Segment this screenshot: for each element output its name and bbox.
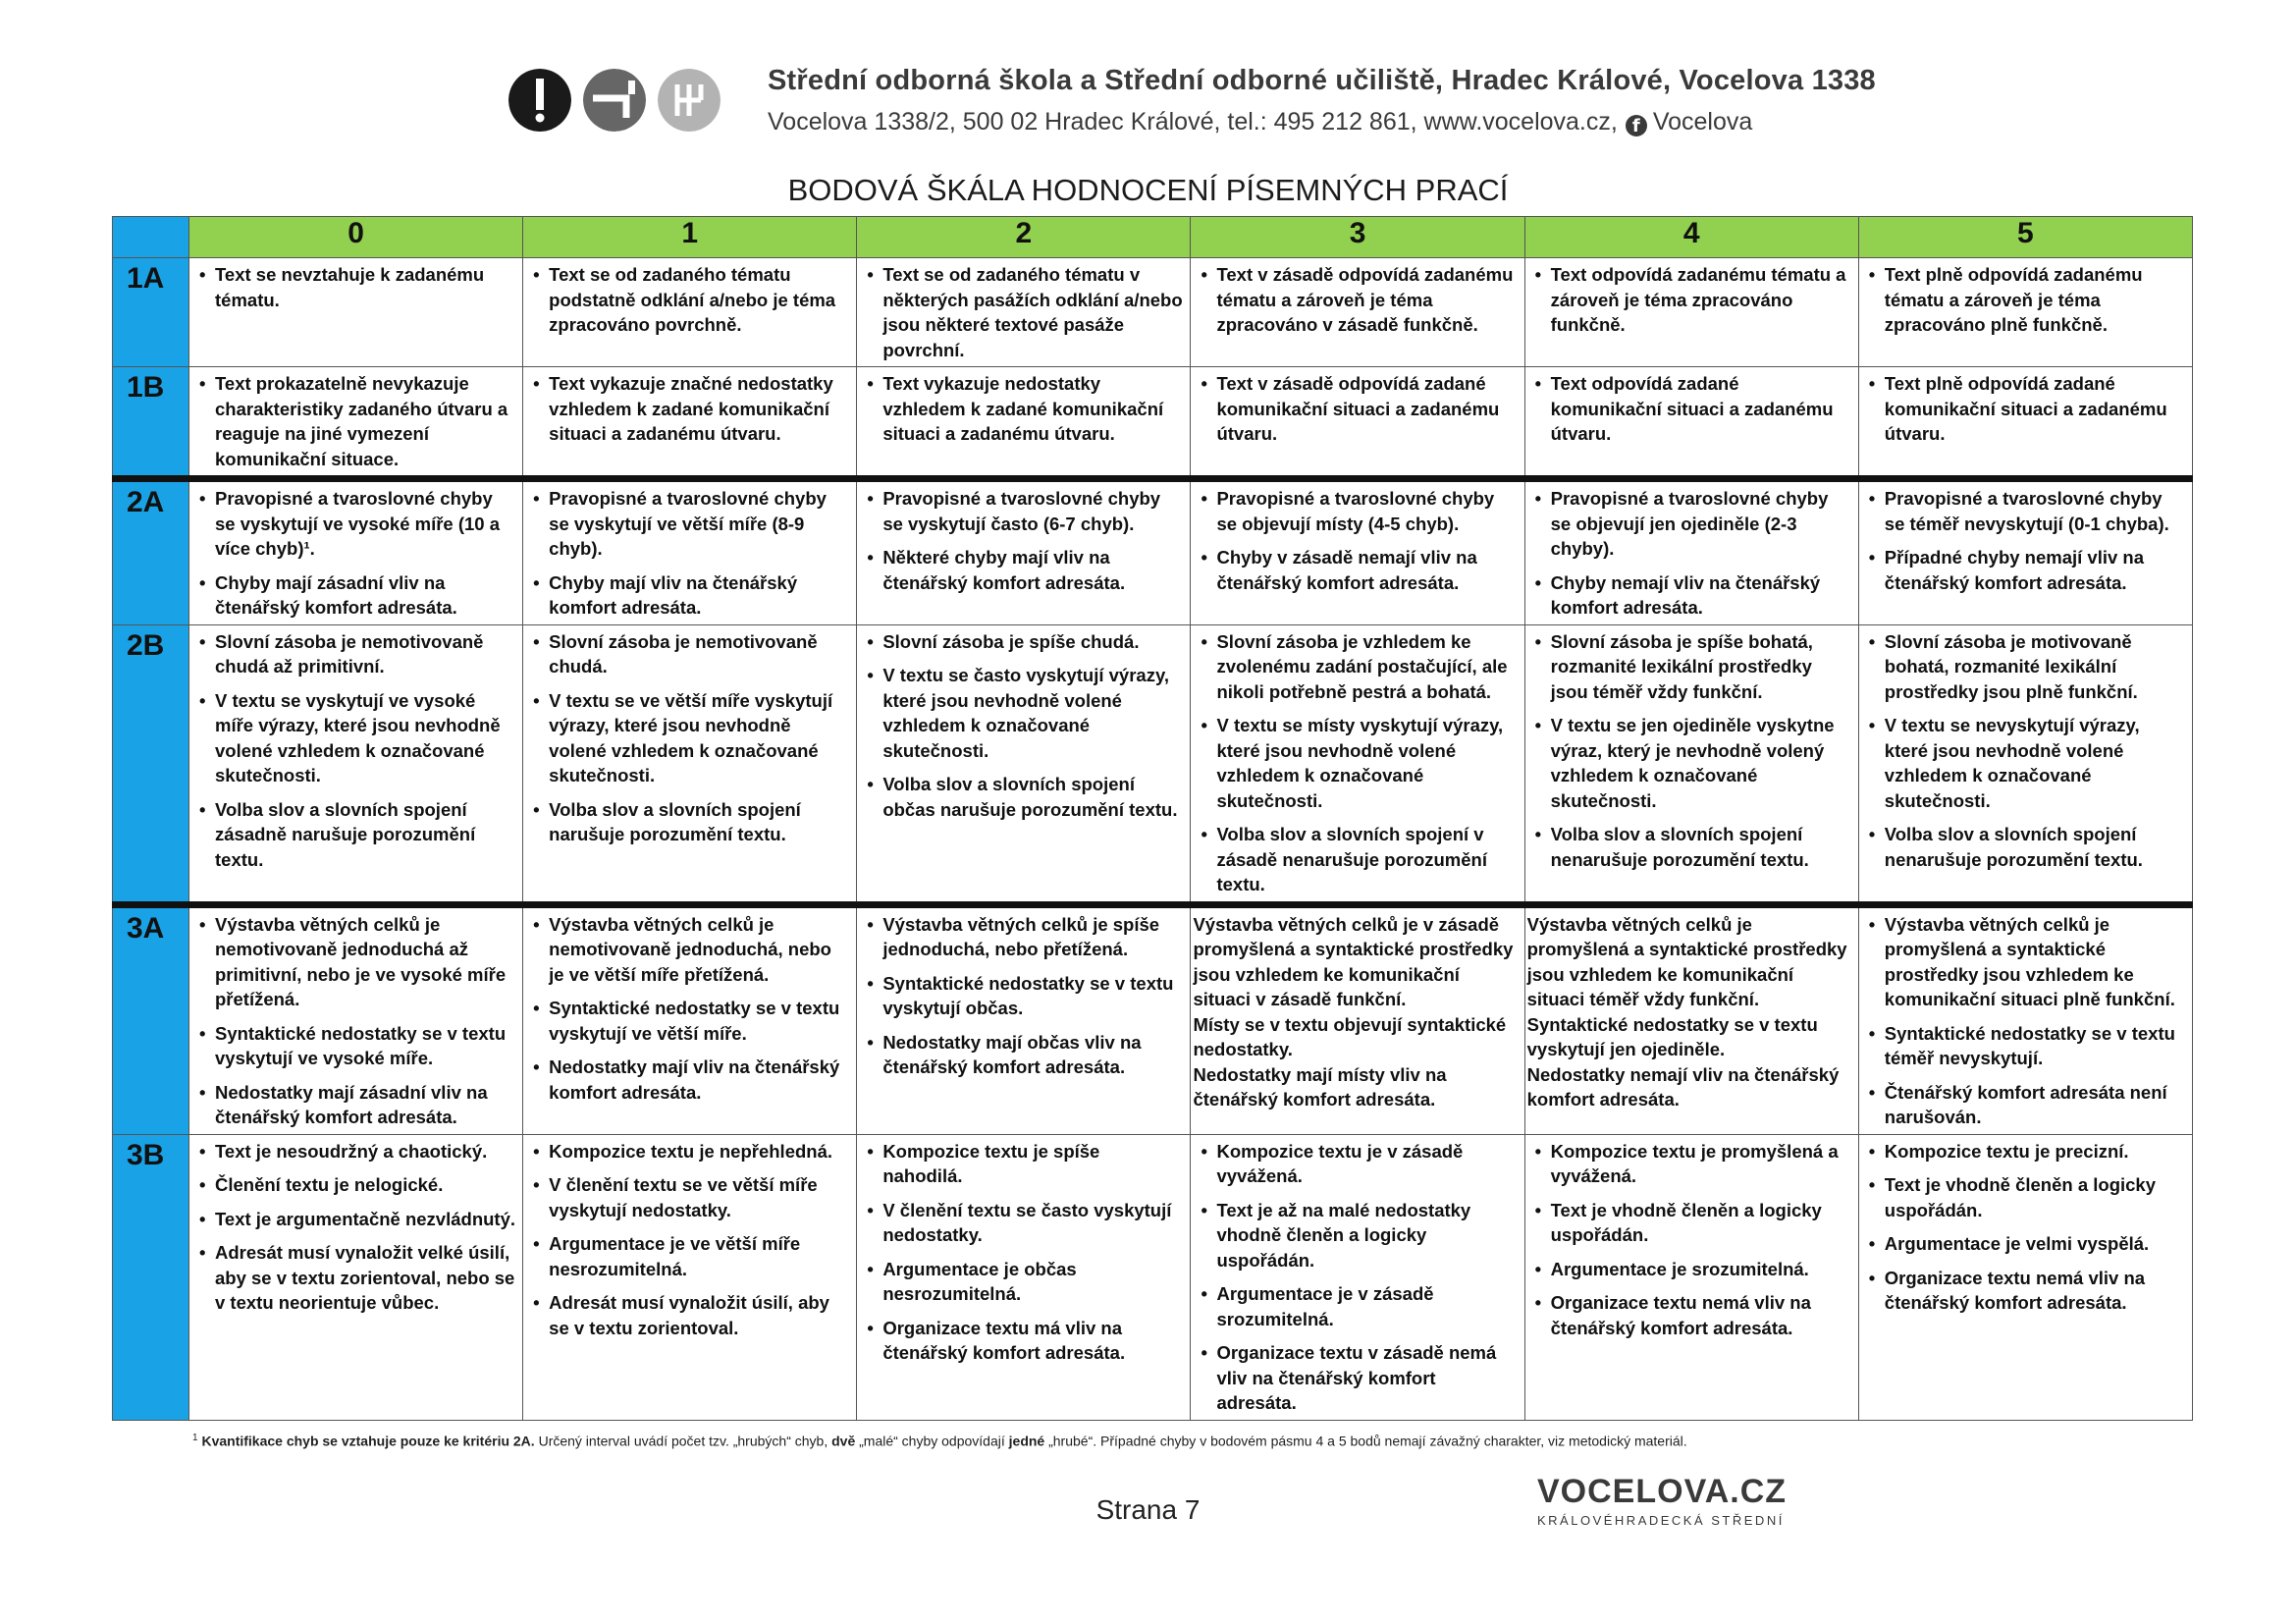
criterion-list xyxy=(533,486,850,621)
criterion-item: • Volba slov a slovních spojení v zásadě nenarušuje porozumění textu. xyxy=(1201,822,1518,897)
criterion-item: • Nedostatky mají vliv na čtenářský komfort adresáta. xyxy=(533,1055,850,1105)
footnote-marker: 1 xyxy=(192,1433,198,1443)
school-logo-icon xyxy=(508,69,571,132)
criterion-item: • Text vykazuje značné nedostatky vzhledem k zadané komunikační situaci a zadanému útvaru. xyxy=(533,371,850,447)
criterion-item: • Pravopisné a tvaroslovné chyby se objevují místy (4-5 chyb). xyxy=(1201,486,1518,536)
criterion-item: • Text je vhodně členěn a logicky uspořádán. xyxy=(1869,1172,2186,1222)
page-number: Strana 7 xyxy=(1095,1494,1201,1525)
criterion-item: • Syntaktické nedostatky se v textu vyskytují ve větší míře. xyxy=(533,996,850,1046)
criterion-cell xyxy=(523,904,857,1134)
criterion-list xyxy=(1201,262,1518,338)
criterion-item: • Kompozice textu je nepřehledná. xyxy=(533,1139,850,1164)
criterion-item: • Slovní zásoba je spíše bohatá, rozmanité lexikální prostředky jsou téměř vždy funkční. xyxy=(1535,629,1852,705)
criterion-text: Místy se v textu objevují syntaktické nedostatky. xyxy=(1193,1013,1507,1059)
criterion-list xyxy=(867,371,1184,447)
criterion-cell xyxy=(523,624,857,904)
criterion-item: • Slovní zásoba je vzhledem ke zvolenému zadání postačující, ale nikoli potřebně pestrá a bohatá. xyxy=(1201,629,1518,705)
criterion-cell xyxy=(1858,479,2192,625)
criterion-list xyxy=(199,262,516,312)
criterion-cell xyxy=(523,367,857,479)
criterion-item: • Organizace textu má vliv na čtenářský komfort adresáta. xyxy=(867,1316,1184,1366)
table-row-2a xyxy=(113,479,2193,625)
criterion-list xyxy=(533,1139,850,1341)
criterion-cell xyxy=(189,367,523,479)
criterion-list xyxy=(1869,629,2186,873)
row-label: 2A xyxy=(113,479,189,625)
criterion-item: • V textu se ve větší míře vyskytují výrazy, které jsou nevhodně volené vzhledem k označované skutečnosti. xyxy=(533,688,850,788)
criterion-item: • V textu se nevyskytují výrazy, které jsou nevhodně volené vzhledem k označované skutečnosti. xyxy=(1869,713,2186,813)
criterion-cell xyxy=(189,479,523,625)
criterion-item: • V textu se jen ojediněle vyskytne výraz, který je nevhodně volený vzhledem k označované skutečnosti. xyxy=(1535,713,1852,813)
criterion-item: • Organizace textu nemá vliv na čtenářský komfort adresáta. xyxy=(1869,1266,2186,1316)
criterion-item: • Organizace textu v zásadě nemá vliv na čtenářský komfort adresáta. xyxy=(1201,1340,1518,1416)
table-row-3a xyxy=(113,904,2193,1134)
brand-sub: KRÁLOVÉHRADECKÁ STŘEDNÍ xyxy=(1537,1513,1785,1528)
score-header-4: 4 xyxy=(1524,217,1858,258)
score-header-3: 3 xyxy=(1191,217,1524,258)
criterion-cell xyxy=(857,624,1191,904)
criterion-item: • Text se nevztahuje k zadanému tématu. xyxy=(199,262,516,312)
criterion-cell xyxy=(523,479,857,625)
criterion-cell xyxy=(1191,367,1524,479)
criterion-item: • Volba slov a slovních spojení občas narušuje porozumění textu. xyxy=(867,772,1184,822)
criterion-list xyxy=(533,629,850,847)
criterion-text: Nedostatky mají místy vliv na čtenářský komfort adresáta. xyxy=(1193,1063,1447,1110)
criterion-list xyxy=(199,1139,516,1316)
row-label: 3B xyxy=(113,1134,189,1420)
criterion-text: Výstavba větných celků je promyšlená a syntaktické prostředky jsou vzhledem ke komunikační situaci téměř vždy funkční. xyxy=(1526,913,1847,1009)
page-header xyxy=(508,59,1876,157)
criterion-item: • Syntaktické nedostatky se v textu vyskytují ve vysoké míře. xyxy=(199,1021,516,1071)
criterion-item: • Slovní zásoba je motivovaně bohatá, rozmanité lexikální prostředky jsou plně funkční. xyxy=(1869,629,2186,705)
criterion-item: • Text v zásadě odpovídá zadané komunikační situaci a zadanému útvaru. xyxy=(1201,371,1518,447)
criterion-item: • Pravopisné a tvaroslovné chyby se vyskytují ve větší míře (8-9 chyb). xyxy=(533,486,850,562)
brand-logo xyxy=(1537,1473,1787,1528)
score-header-2: 2 xyxy=(857,217,1191,258)
criterion-item: • Adresát musí vynaložit velké úsilí, aby se v textu zorientoval, nebo se v textu neorientuje vůbec. xyxy=(199,1240,516,1316)
criterion-item: • Kompozice textu je precizní. xyxy=(1869,1139,2186,1164)
facebook-icon: f xyxy=(1626,115,1647,136)
criterion-cell xyxy=(1858,904,2192,1134)
footnote-bold-one: jedné xyxy=(1008,1433,1045,1449)
criterion-item: • Argumentace je velmi vyspělá. xyxy=(1869,1231,2186,1257)
school-address xyxy=(768,108,1752,136)
row-label: 2B xyxy=(113,624,189,904)
brand-main: VOCELOVA.CZ xyxy=(1537,1473,1788,1510)
gear-shift-icon xyxy=(658,69,721,132)
criterion-list xyxy=(1869,371,2186,447)
criterion-item: • Chyby mají zásadní vliv na čtenářský komfort adresáta. xyxy=(199,570,516,621)
criterion-item: • V členění textu se často vyskytují nedostatky. xyxy=(867,1198,1184,1248)
criterion-item: • Kompozice textu je promyšlená a vyvážená. xyxy=(1535,1139,1852,1189)
criterion-item: • Argumentace je občas nesrozumitelná. xyxy=(867,1257,1184,1307)
criterion-list xyxy=(1201,371,1518,447)
criterion-list xyxy=(1869,912,2186,1130)
criterion-cell xyxy=(1524,258,1858,367)
criterion-cell xyxy=(189,1134,523,1420)
criterion-cell xyxy=(857,904,1191,1134)
criterion-cell xyxy=(1858,1134,2192,1420)
criterion-item: • Slovní zásoba je spíše chudá. xyxy=(867,629,1184,655)
score-header-5: 5 xyxy=(1858,217,2192,258)
criterion-item: • Argumentace je srozumitelná. xyxy=(1535,1257,1852,1282)
criterion-text: Nedostatky nemají vliv na čtenářský komfort adresáta. xyxy=(1526,1063,1840,1110)
criterion-item: • Volba slov a slovních spojení nenarušuje porozumění textu. xyxy=(1535,822,1852,872)
criterion-list xyxy=(867,486,1184,595)
footnote-text-2: „malé“ chyby odpovídají xyxy=(855,1433,1009,1449)
criterion-text: Výstavba větných celků je v zásadě promyšlená a syntaktické prostředky jsou vzhledem ke komunikační situaci v zásadě funkční. xyxy=(1193,913,1514,1009)
criterion-cell xyxy=(1858,258,2192,367)
table-row-2b xyxy=(113,624,2193,904)
table-row-3b xyxy=(113,1134,2193,1420)
criterion-item: • Některé chyby mají vliv na čtenářský komfort adresáta. xyxy=(867,545,1184,595)
criterion-text: Syntaktické nedostatky se v textu vyskytují jen ojediněle. xyxy=(1526,1013,1818,1059)
criterion-list xyxy=(199,371,516,471)
criterion-item: • Syntaktické nedostatky se v textu téměř nevyskytují. xyxy=(1869,1021,2186,1071)
footnote-text-3: „hrubé“. Případné chyby v bodovém pásmu 4 a 5 bodů nemají závažný charakter, viz metodický materiál. xyxy=(1044,1433,1687,1449)
criterion-list xyxy=(1535,1139,1852,1341)
criterion-list xyxy=(533,371,850,447)
criterion-item: • Chyby v zásadě nemají vliv na čtenářský komfort adresáta. xyxy=(1201,545,1518,595)
grading-table xyxy=(112,216,2193,1421)
criterion-list xyxy=(1869,1139,2186,1316)
criterion-list xyxy=(1535,371,1852,447)
criterion-item: • V textu se často vyskytují výrazy, které jsou nevhodně volené vzhledem k označované skutečnosti. xyxy=(867,663,1184,763)
criterion-list xyxy=(533,912,850,1106)
criterion-item: • Text je až na malé nedostatky vhodně členěn a logicky uspořádán. xyxy=(1201,1198,1518,1273)
criterion-item: • Nedostatky mají zásadní vliv na čtenářský komfort adresáta. xyxy=(199,1080,516,1130)
table-body xyxy=(113,258,2193,1421)
criterion-cell xyxy=(189,258,523,367)
road-sign-icon xyxy=(583,69,646,132)
criterion-item: • Pravopisné a tvaroslovné chyby se objevují jen ojediněle (2-3 chyby). xyxy=(1535,486,1852,562)
criterion-item: • V členění textu se ve větší míře vyskytují nedostatky. xyxy=(533,1172,850,1222)
criterion-cell xyxy=(1191,258,1524,367)
criterion-item: • Čtenářský komfort adresáta není narušován. xyxy=(1869,1080,2186,1130)
criterion-item: • Členění textu je nelogické. xyxy=(199,1172,516,1198)
criterion-item: • Text v zásadě odpovídá zadanému tématu a zároveň je téma zpracováno v zásadě funkčně. xyxy=(1201,262,1518,338)
criterion-cell xyxy=(1524,904,1858,1134)
criterion-item: • Volba slov a slovních spojení zásadně narušuje porozumění textu. xyxy=(199,797,516,873)
criterion-list xyxy=(867,262,1184,362)
criterion-item: • Text se od zadaného tématu v některých pasážích odklání a/nebo jsou některé textové pasáže povrchní. xyxy=(867,262,1184,362)
criterion-list xyxy=(1535,262,1852,338)
criterion-item: • Pravopisné a tvaroslovné chyby se vyskytují ve vysoké míře (10 a více chyb)¹. xyxy=(199,486,516,562)
criterion-item: • Text plně odpovídá zadanému tématu a zároveň je téma zpracováno plně funkčně. xyxy=(1869,262,2186,338)
criterion-item: • V textu se vyskytují ve vysoké míře výrazy, které jsou nevhodně volené vzhledem k označované skutečnosti. xyxy=(199,688,516,788)
criterion-cell xyxy=(189,624,523,904)
criterion-item: • Výstavba větných celků je spíše jednoduchá, nebo přetížená. xyxy=(867,912,1184,962)
criterion-item: • Volba slov a slovních spojení nenarušuje porozumění textu. xyxy=(1869,822,2186,872)
table-row-1b xyxy=(113,367,2193,479)
criterion-list xyxy=(1869,486,2186,595)
criterion-item: • Výstavba větných celků je promyšlená a syntaktické prostředky jsou vzhledem ke komunikační situaci plně funkční. xyxy=(1869,912,2186,1012)
criterion-cell xyxy=(189,904,523,1134)
criterion-cell xyxy=(1524,1134,1858,1420)
criterion-list xyxy=(1201,629,1518,897)
criterion-item: • Organizace textu nemá vliv na čtenářský komfort adresáta. xyxy=(1535,1290,1852,1340)
footnote-bold-two: dvě xyxy=(831,1433,856,1449)
corner-cell xyxy=(113,217,189,258)
criterion-cell xyxy=(1191,479,1524,625)
criterion-item: • Slovní zásoba je nemotivovaně chudá až primitivní. xyxy=(199,629,516,679)
score-header-0: 0 xyxy=(189,217,523,258)
school-name: Střední odborná škola a Střední odborné učiliště, Hradec Králové, Vocelova 1338 xyxy=(768,65,1876,96)
criterion-list xyxy=(867,629,1184,823)
row-label: 3A xyxy=(113,904,189,1134)
criterion-item: • Text je vhodně členěn a logicky uspořádán. xyxy=(1535,1198,1852,1248)
criterion-cell xyxy=(1858,624,2192,904)
criterion-item: • Kompozice textu je spíše nahodilá. xyxy=(867,1139,1184,1189)
footnote-text-1: Určený interval uvádí počet tzv. „hrubých“ chyb, xyxy=(534,1433,832,1449)
criterion-item: • Slovní zásoba je nemotivovaně chudá. xyxy=(533,629,850,679)
criterion-list xyxy=(199,629,516,873)
criterion-item: • V textu se místy vyskytují výrazy, které jsou nevhodně volené vzhledem k označované skutečnosti. xyxy=(1201,713,1518,813)
criterion-item: • Text odpovídá zadané komunikační situaci a zadanému útvaru. xyxy=(1535,371,1852,447)
criterion-item: • Text vykazuje nedostatky vzhledem k zadané komunikační situaci a zadanému útvaru. xyxy=(867,371,1184,447)
criterion-cell xyxy=(1191,1134,1524,1420)
score-header-row xyxy=(113,217,2193,258)
criterion-item: • Argumentace je v zásadě srozumitelná. xyxy=(1201,1281,1518,1331)
table-row-1a xyxy=(113,258,2193,367)
criterion-item: • Adresát musí vynaložit úsilí, aby se v textu zorientoval. xyxy=(533,1290,850,1340)
criterion-item: • Pravopisné a tvaroslovné chyby se vyskytují často (6-7 chyb). xyxy=(867,486,1184,536)
criterion-list xyxy=(1869,262,2186,338)
score-header-1: 1 xyxy=(523,217,857,258)
criterion-item: • Kompozice textu je v zásadě vyvážená. xyxy=(1201,1139,1518,1189)
criterion-item: • Syntaktické nedostatky se v textu vyskytují občas. xyxy=(867,971,1184,1021)
footnote-lead: Kvantifikace chyb se vztahuje pouze ke kritériu 2A. xyxy=(201,1433,535,1449)
criterion-cell xyxy=(1858,367,2192,479)
criterion-item: • Chyby mají vliv na čtenářský komfort adresáta. xyxy=(533,570,850,621)
criterion-cell xyxy=(1191,624,1524,904)
criterion-item: • Volba slov a slovních spojení narušuje porozumění textu. xyxy=(533,797,850,847)
criterion-item: • Výstavba větných celků je nemotivovaně jednoduchá až primitivní, nebo je ve vysoké míře přetížená. xyxy=(199,912,516,1012)
criterion-item: • Text se od zadaného tématu podstatně odklání a/nebo je téma zpracováno povrchně. xyxy=(533,262,850,338)
criterion-list xyxy=(1201,486,1518,595)
criterion-cell xyxy=(857,479,1191,625)
criterion-cell xyxy=(1524,479,1858,625)
footnote xyxy=(192,1433,1687,1449)
criterion-cell xyxy=(523,1134,857,1420)
criterion-list xyxy=(1535,629,1852,873)
row-label: 1B xyxy=(113,367,189,479)
address-text: Vocelova 1338/2, 500 02 Hradec Králové, tel.: 495 212 861, www.vocelova.cz, xyxy=(768,108,1618,135)
criterion-list xyxy=(867,912,1184,1080)
criterion-list xyxy=(199,912,516,1130)
criterion-item: • Text prokazatelně nevykazuje charakteristiky zadaného útvaru a reaguje na jiné vymezení komunikační situace. xyxy=(199,371,516,471)
criterion-cell xyxy=(857,258,1191,367)
criterion-cell xyxy=(1191,904,1524,1134)
criterion-item: • Text je nesoudržný a chaotický. xyxy=(199,1139,516,1164)
criterion-list xyxy=(1535,486,1852,621)
facebook-label: Vocelova xyxy=(1652,108,1753,135)
criterion-cell xyxy=(523,258,857,367)
criterion-list xyxy=(199,486,516,621)
criterion-item: • Argumentace je ve větší míře nesrozumitelná. xyxy=(533,1231,850,1281)
criterion-item: • Pravopisné a tvaroslovné chyby se téměř nevyskytují (0-1 chyba). xyxy=(1869,486,2186,536)
page-title: BODOVÁ ŠKÁLA HODNOCENÍ PÍSEMNÝCH PRACÍ xyxy=(787,173,1509,207)
criterion-item: • Text odpovídá zadanému tématu a zároveň je téma zpracováno funkčně. xyxy=(1535,262,1852,338)
criterion-cell xyxy=(857,367,1191,479)
criterion-cell xyxy=(1524,624,1858,904)
criterion-cell xyxy=(1524,367,1858,479)
criterion-item: • Text je argumentačně nezvládnutý. xyxy=(199,1207,516,1232)
criterion-list xyxy=(1201,1139,1518,1416)
row-label: 1A xyxy=(113,258,189,367)
criterion-item: • Chyby nemají vliv na čtenářský komfort adresáta. xyxy=(1535,570,1852,621)
criterion-item: • Nedostatky mají občas vliv na čtenářský komfort adresáta. xyxy=(867,1030,1184,1080)
criterion-list xyxy=(867,1139,1184,1366)
criterion-cell xyxy=(857,1134,1191,1420)
criterion-item: • Případné chyby nemají vliv na čtenářský komfort adresáta. xyxy=(1869,545,2186,595)
criterion-item: • Výstavba větných celků je nemotivovaně jednoduchá, nebo je ve větší míře přetížená. xyxy=(533,912,850,988)
criterion-item: • Text plně odpovídá zadané komunikační situaci a zadanému útvaru. xyxy=(1869,371,2186,447)
logo-group xyxy=(508,69,721,132)
criterion-list xyxy=(533,262,850,338)
